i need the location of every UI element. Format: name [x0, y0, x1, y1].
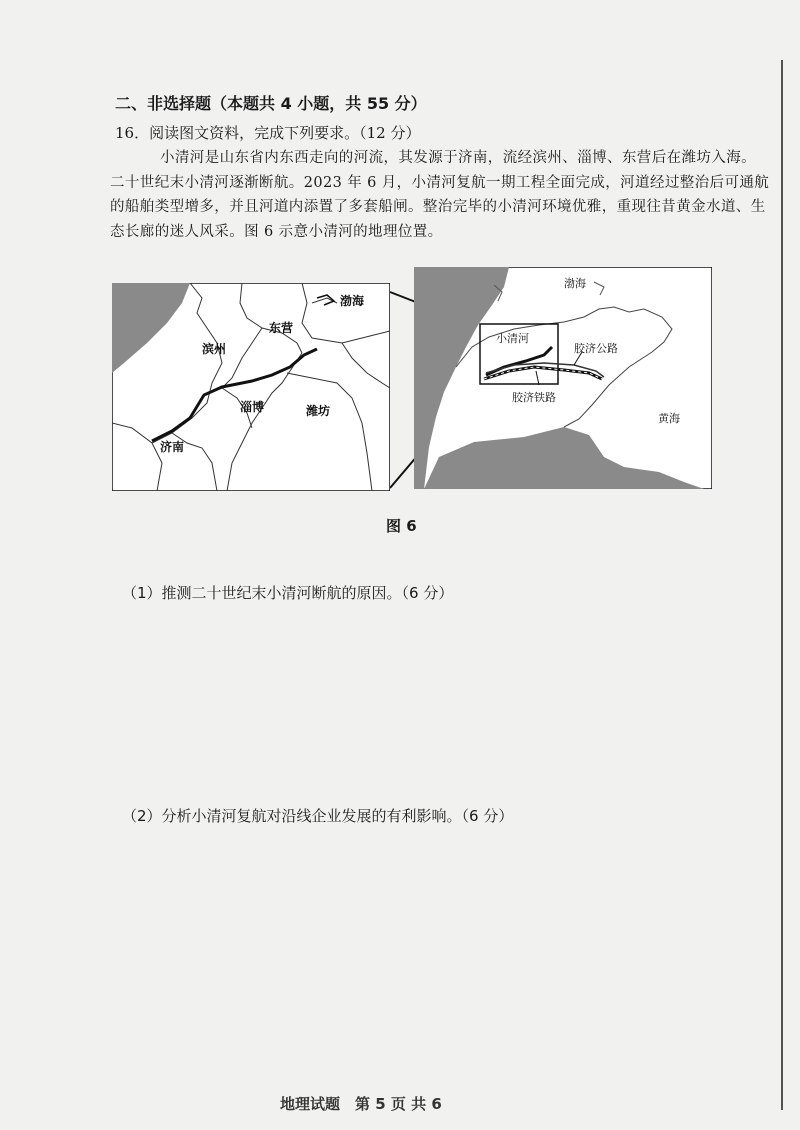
page-footer: 地理试题 第 5 页 共 6 [280, 1095, 442, 1113]
label-jinan: 济南 [160, 440, 185, 454]
label-bohai-left: 渤海 [340, 294, 365, 308]
label-binzhou: 滨州 [202, 342, 227, 356]
section-title: 二、非选择题（本题共 4 小题，共 55 分） [115, 94, 427, 113]
sub-question-2: （2）分析小清河复航对沿线企业发展的有利影响。（6 分） [122, 807, 514, 825]
question-paragraph: 小清河是山东省内东西走向的河流，其发源于济南，流经滨州、淄博、东营后在潍坊入海。二十世纪末小清河逐渐断航。2023 年 6 月，小清河复航一期工程全面完成，河道经过整治后可通航的船舶类型增多，并且河道内添置了多套船闸。整治完毕的小清河环境优雅，重现往昔黄金水道、生态长廊的迷人风采。图 6 示意小清河的地理位置。 [110, 150, 770, 240]
label-xiaoqinghe: 小清河 [496, 332, 529, 345]
label-zibo: 淄博 [240, 400, 265, 414]
left-detail-map [112, 283, 390, 491]
label-weifang: 潍坊 [306, 404, 331, 418]
sub-question-1: （1）推测二十世纪末小清河断航的原因。（6 分） [122, 584, 454, 602]
right-overview-map [414, 267, 712, 489]
label-huanghai: 黄海 [658, 412, 680, 425]
question-title: 16．阅读图文资料，完成下列要求。（12 分） [115, 124, 421, 142]
page-edge-line [781, 60, 783, 1110]
label-bohai-right: 渤海 [564, 277, 586, 290]
figure-caption: 图 6 [386, 517, 417, 535]
label-jiaoji-railway: 胶济铁路 [512, 391, 556, 404]
label-jiaoji-highway: 胶济公路 [574, 342, 618, 355]
label-dongying: 东营 [269, 321, 294, 335]
